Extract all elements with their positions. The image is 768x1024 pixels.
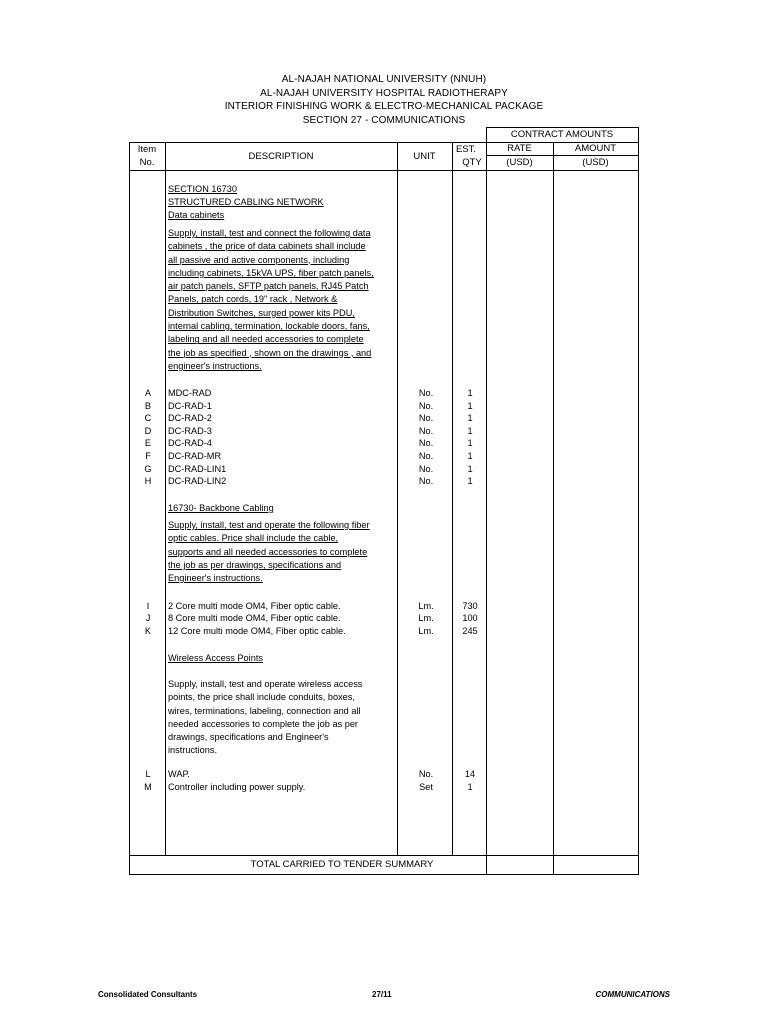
item-unit: No. bbox=[418, 464, 434, 474]
item-letter: D bbox=[144, 426, 152, 436]
item-description: DC-RAD-LIN2 bbox=[168, 476, 227, 486]
paragraph-line: cabinets , the price of data cabinets shall include bbox=[168, 241, 366, 252]
item-qty: 1 bbox=[467, 438, 473, 448]
item-qty: 1 bbox=[467, 388, 473, 398]
paragraph-line: all passive and active components, including bbox=[168, 254, 350, 265]
item-description: DC-RAD-MR bbox=[168, 451, 222, 461]
unit-header: UNIT bbox=[413, 151, 436, 162]
item-qty: 245 bbox=[462, 626, 478, 636]
paragraph-line: the job as specified , shown on the drawings , and bbox=[168, 347, 372, 358]
contract-amounts-header: CONTRACT AMOUNTS bbox=[510, 129, 614, 140]
item-letter: L bbox=[145, 769, 151, 779]
paragraph-line: supports and all needed accessories to complete bbox=[168, 546, 368, 557]
section1-paragraph bbox=[168, 227, 400, 373]
item-unit: No. bbox=[418, 388, 434, 398]
item-letter: M bbox=[144, 782, 152, 792]
footer-right: COMMUNICATIONS bbox=[595, 990, 670, 999]
amount-header: AMOUNT bbox=[574, 143, 617, 154]
item-description: MDC-RAD bbox=[168, 388, 212, 398]
item-description: DC-RAD-3 bbox=[168, 426, 212, 436]
item-letter: F bbox=[145, 451, 151, 461]
item-qty: 1 bbox=[467, 476, 473, 486]
section1-title-1: SECTION 16730 bbox=[168, 184, 237, 194]
paragraph-line: including cabinets, 15kVA UPS, fiber patch panels, bbox=[168, 267, 374, 278]
item-unit: Lm. bbox=[418, 613, 434, 623]
paragraph-line: the job as per drawings, specifications and bbox=[168, 559, 342, 570]
item-unit: No. bbox=[418, 438, 434, 448]
item-qty: 14 bbox=[464, 769, 476, 779]
paragraph-line: needed accessories to complete the job as per bbox=[168, 718, 358, 729]
paragraph-line: drawings, specifications and Engineer's bbox=[168, 732, 329, 743]
paragraph-line: instructions. bbox=[168, 745, 218, 756]
item-qty: 1 bbox=[467, 782, 473, 792]
item-letter: E bbox=[144, 438, 152, 448]
item-unit: Set bbox=[419, 782, 433, 792]
paragraph-line: Supply, install, test and operate wireless access bbox=[168, 679, 363, 689]
item-unit: No. bbox=[418, 401, 434, 411]
item-header-line1: Item bbox=[137, 144, 157, 155]
item-letter: G bbox=[144, 464, 152, 474]
paragraph-line: internal cabling, termination, lockable doors, fans, bbox=[168, 321, 370, 332]
total-carried-label: TOTAL CARRIED TO TENDER SUMMARY bbox=[250, 859, 434, 870]
item-qty: 730 bbox=[462, 601, 478, 611]
item-description: WAP. bbox=[168, 769, 190, 779]
paragraph-line: engineer's instructions. bbox=[168, 360, 262, 371]
item-letter: H bbox=[144, 476, 152, 486]
item-letter: K bbox=[144, 626, 152, 636]
item-description: DC-RAD-2 bbox=[168, 413, 212, 423]
paragraph-line: optic cables. Price shall include the cable, bbox=[168, 533, 339, 544]
paragraph-line: wires, terminations, labeling, connection and all bbox=[168, 705, 361, 716]
item-letter: I bbox=[146, 601, 150, 611]
paragraph-line: points, the price shall include conduits, boxes, bbox=[168, 692, 355, 703]
item-qty: 1 bbox=[467, 426, 473, 436]
item-description: DC-RAD-4 bbox=[168, 438, 212, 448]
paragraph-line: Supply, install, test and operate the following fiber bbox=[168, 520, 370, 530]
item-unit: Lm. bbox=[418, 601, 434, 611]
item-unit: No. bbox=[418, 769, 434, 779]
paragraph-line: air patch panels, SFTP patch panels, RJ45 Patch bbox=[168, 281, 369, 292]
amount-currency-header: (USD) bbox=[582, 157, 609, 168]
paragraph-line: Supply, install, test and connect the following data bbox=[168, 228, 371, 238]
section2-paragraph bbox=[168, 519, 400, 585]
header-line-2: AL-NAJAH UNIVERSITY HOSPITAL RADIOTHERAPY bbox=[260, 87, 508, 99]
section1-title-3: Data cabinets bbox=[168, 210, 225, 220]
section3-paragraph bbox=[168, 678, 400, 758]
item-description: DC-RAD-1 bbox=[168, 401, 212, 411]
item-qty: 1 bbox=[467, 401, 473, 411]
paragraph-line: Panels, patch cords, 19" rack , Network & bbox=[168, 294, 338, 305]
header-line-4: SECTION 27 - COMMUNICATIONS bbox=[302, 114, 466, 126]
section3-title: Wireless Access Points bbox=[168, 653, 263, 663]
est-header-line2: QTY bbox=[462, 157, 482, 168]
footer-page-number: 27/11 bbox=[372, 990, 392, 999]
item-description: 12 Core multi mode OM4, Fiber optic cable. bbox=[168, 626, 346, 636]
header-line-3: INTERIOR FINISHING WORK & ELECTRO-MECHANICAL PACKAGE bbox=[224, 101, 544, 112]
footer-left: Consolidated Consultants bbox=[98, 990, 198, 999]
item-letter: C bbox=[144, 413, 152, 423]
document-header bbox=[0, 73, 768, 127]
item-unit: No. bbox=[418, 413, 434, 423]
header-line-1: AL-NAJAH NATIONAL UNIVERSITY (NNUH) bbox=[281, 74, 487, 85]
description-header: DESCRIPTION bbox=[248, 151, 314, 162]
item-description: 8 Core multi mode OM4, Fiber optic cable. bbox=[168, 613, 341, 623]
paragraph-line: Engineer's instructions. bbox=[168, 573, 263, 584]
item-description: Controller including power supply. bbox=[168, 782, 306, 792]
item-header-line2: No. bbox=[139, 157, 155, 168]
rate-currency-header: (USD) bbox=[506, 157, 533, 168]
item-qty: 100 bbox=[462, 613, 478, 623]
item-letter: A bbox=[144, 388, 152, 398]
item-unit: Lm. bbox=[418, 626, 434, 636]
est-header-line1: EST. bbox=[455, 144, 477, 155]
item-qty: 1 bbox=[467, 413, 473, 423]
section1-title-2: STRUCTURED CABLING NETWORK bbox=[168, 197, 324, 207]
paragraph-line: labeling and all needed accessories to complete bbox=[168, 334, 364, 345]
item-unit: No. bbox=[418, 451, 434, 461]
paragraph-line: Distribution Switches, surged power kits PDU, bbox=[168, 307, 355, 318]
item-unit: No. bbox=[418, 426, 434, 436]
item-qty: 1 bbox=[467, 464, 473, 474]
item-description: 2 Core multi mode OM4, Fiber optic cable. bbox=[168, 601, 341, 611]
item-description: DC-RAD-LIN1 bbox=[168, 464, 227, 474]
item-unit: No. bbox=[418, 476, 434, 486]
section2-title: 16730- Backbone Cabling bbox=[168, 503, 274, 513]
rate-header: RATE bbox=[507, 143, 532, 154]
item-qty: 1 bbox=[467, 451, 473, 461]
item-letter: B bbox=[144, 401, 152, 411]
item-letter: J bbox=[145, 613, 151, 623]
